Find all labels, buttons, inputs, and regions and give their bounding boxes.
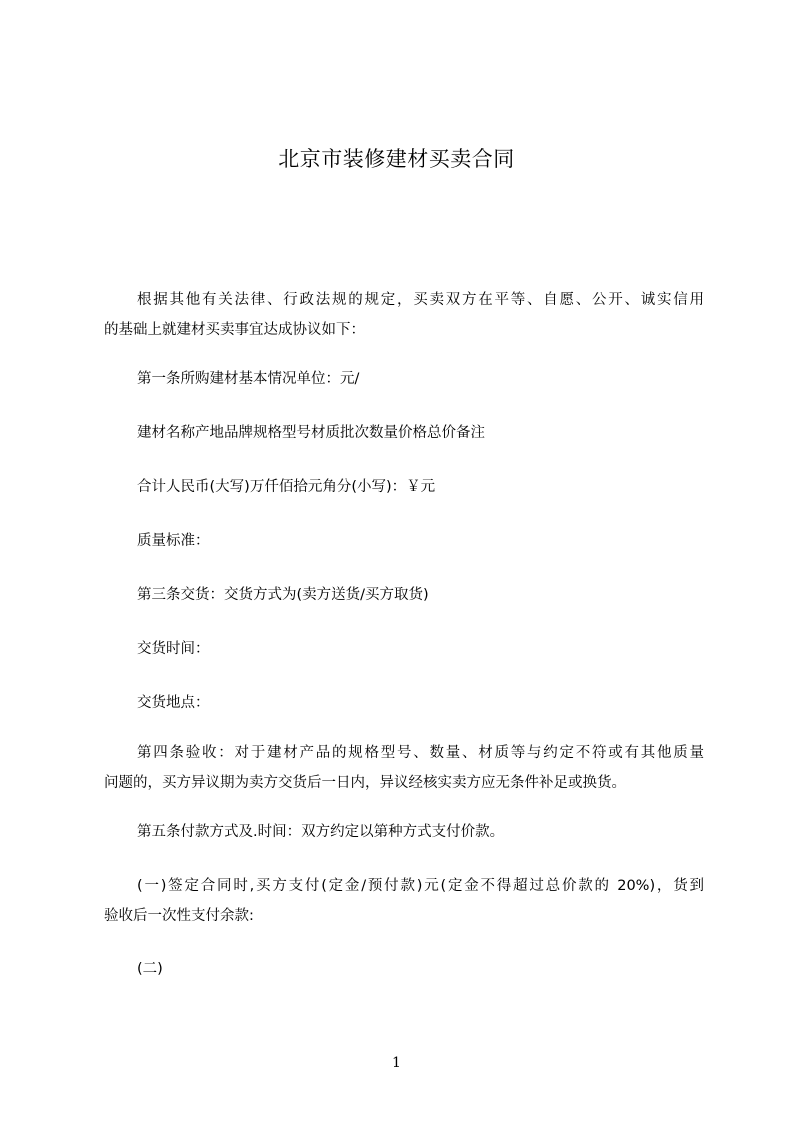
page-number: 1 [392, 1055, 401, 1071]
table-header-line: 建材名称产地品牌规格型号材质批次数量价格总价备注 [137, 425, 485, 441]
article-3: 第三条交货：交货方式为(卖方送货/买方取货) [137, 587, 429, 603]
document-title: 北京市装修建材买卖合同 [278, 147, 515, 171]
payment-option-2: (二) [137, 961, 163, 977]
article-1: 第一条所购建材基本情况单位：元/ [137, 371, 360, 387]
intro-line-1: 根据其他有关法律、行政法规的规定，买卖双方在平等、自愿、公开、诚实信用 [137, 292, 704, 308]
article-4-line-2: 问题的，买方异议期为卖方交货后一日内，异议经核实卖方应无条件补足或换货。 [104, 775, 626, 791]
delivery-place-line: 交货地点： [137, 695, 210, 711]
intro-paragraph [104, 285, 704, 345]
intro-line-2: 的基础上就建材买卖事宜达成协议如下： [104, 322, 365, 338]
article-5: 第五条付款方式及.时间：双方约定以第种方式支付价款。 [137, 824, 505, 840]
payment-option-1-line-1: (一)签定合同时,买方支付(定金/预付款)元(定金不得超过总价款的 20%)，货到 [137, 878, 704, 894]
payment-option-1-line-2: 验收后一次性支付余款: [104, 908, 254, 924]
quality-standard-line: 质量标准： [137, 533, 210, 549]
article-4-paragraph [104, 738, 704, 798]
total-amount-line: 合计人民币(大写)万仟佰拾元角分(小写)：￥元 [137, 479, 436, 495]
delivery-time-line: 交货时间： [137, 641, 210, 657]
article-4-line-1: 第四条验收：对于建材产品的规格型号、数量、材质等与约定不符或有其他质量 [137, 745, 704, 761]
payment-option-1-paragraph [104, 871, 704, 931]
